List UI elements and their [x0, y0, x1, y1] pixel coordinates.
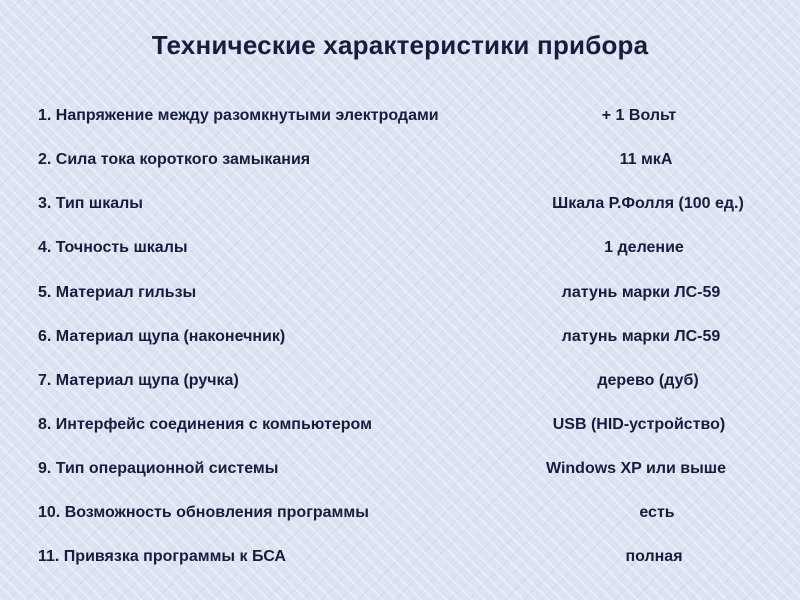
- spec-label: 1. Напряжение между разомкнутыми электродами: [38, 107, 439, 124]
- spec-label: 7. Материал щупа (ручка): [38, 372, 239, 389]
- spec-value: латунь марки ЛС-59: [561, 284, 721, 301]
- spec-label: 2. Сила тока короткого замыкания: [38, 151, 311, 168]
- spec-value: Windows XP или выше: [545, 460, 727, 477]
- spec-label: 10. Возможность обновления программы: [38, 504, 369, 521]
- spec-label: 6. Материал щупа (наконечник): [38, 328, 286, 345]
- spec-value: дерево (дуб): [597, 372, 699, 389]
- spec-value: полная: [625, 548, 683, 565]
- spec-row: [0, 369, 800, 393]
- spec-row: [0, 192, 800, 216]
- spec-value: 1 деление: [604, 239, 684, 256]
- spec-value: Шкала Р.Фолля (100 ед.): [552, 195, 744, 212]
- spec-value: 11 мкА: [619, 151, 673, 168]
- spec-row: [0, 236, 800, 260]
- spec-row: [0, 501, 800, 525]
- spec-row: [0, 281, 800, 305]
- spec-label: 4. Точность шкалы: [38, 239, 188, 256]
- spec-value: есть: [639, 504, 675, 521]
- spec-value: + 1 Вольт: [601, 107, 677, 124]
- spec-label: 8. Интерфейс соединения с компьютером: [38, 416, 372, 433]
- spec-value: USB (HID-устройство): [552, 416, 726, 433]
- spec-row: [0, 413, 800, 437]
- spec-label: 5. Материал гильзы: [38, 284, 197, 301]
- page-title: Технические характеристики прибора: [151, 30, 649, 60]
- spec-row: [0, 545, 800, 569]
- spec-row: [0, 325, 800, 349]
- spec-row: [0, 457, 800, 481]
- spec-label: 11. Привязка программы к БСА: [38, 548, 286, 565]
- spec-row: [0, 104, 800, 128]
- spec-label: 3. Тип шкалы: [38, 195, 143, 212]
- spec-row: [0, 148, 800, 172]
- spec-label: 9. Тип операционной системы: [38, 460, 279, 477]
- spec-value: латунь марки ЛС-59: [561, 328, 721, 345]
